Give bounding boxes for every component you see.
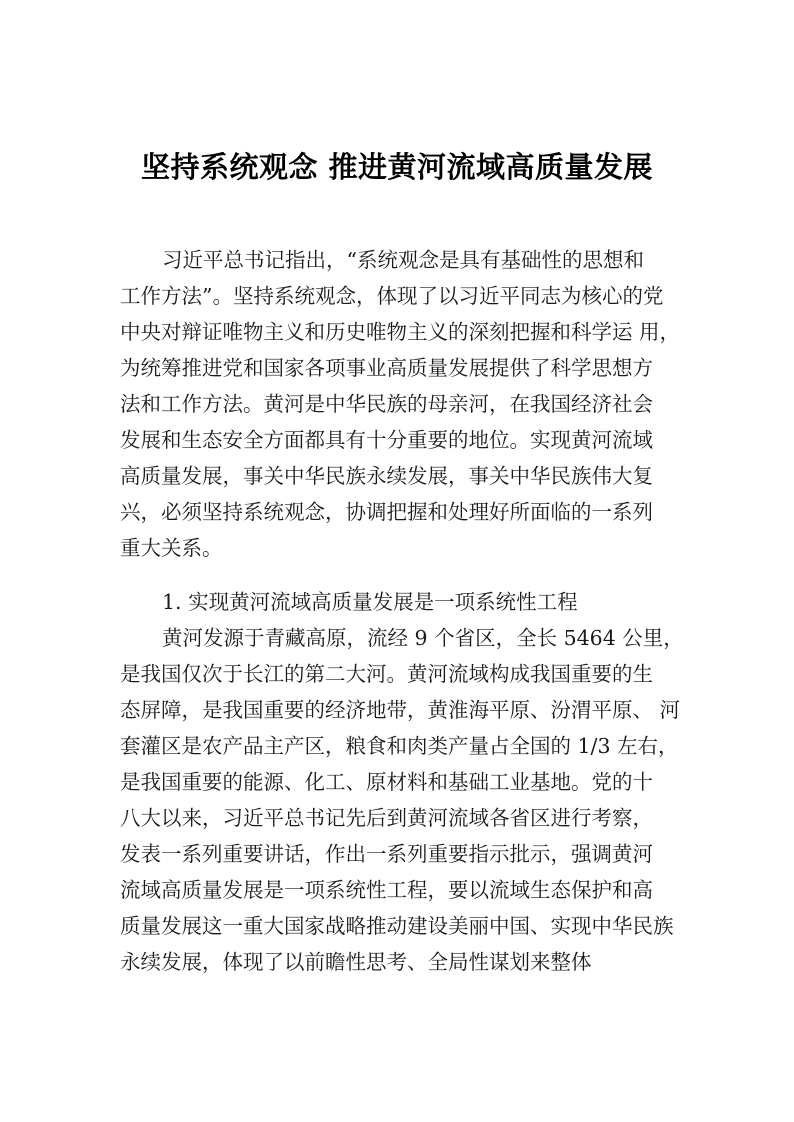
text-line: 发展和生态安全方面都具有十分重要的地位。实现黄河流域 [120, 428, 653, 452]
text-line: 习近平总书记指出，“系统观念是具有基础性的思想和 [162, 248, 644, 272]
text-line: 重大关系。 [120, 536, 223, 560]
text-line: 套灌区是农产品主产区，粮食和肉类产量占全国的 1/3 左右， [120, 734, 679, 758]
text-line: 永续发展，体现了以前瞻性思考、全局性谋划来整体 [120, 950, 592, 974]
text-line: 流域高质量发展是一项系统性工程，要以流域生态保护和高 [120, 878, 653, 902]
text-line: 质量发展这一重大国家战略推动建设美丽中国、实现中华民族 [120, 914, 674, 938]
text-line: 中央对辩证唯物主义和历史唯物主义的深刻把握和科学运 用， [120, 320, 681, 344]
text-line: 态屏障，是我国重要的经济地带，黄淮海平原、汾渭平原、 河 [120, 698, 681, 722]
text-line: 为统筹推进党和国家各项事业高质量发展提供了科学思想方 [120, 356, 653, 380]
text-line: 是我国仅次于长江的第二大河。黄河流域构成我国重要的生 [120, 662, 653, 686]
text-line: 是我国重要的能源、化工、原材料和基础工业基地。党的十 [120, 770, 653, 794]
document-title: 坚持系统观念 推进黄河流域高质量发展 [140, 150, 654, 184]
text-line: 发表一系列重要讲话，作出一系列重要指示批示，强调黄河 [120, 842, 653, 866]
text-line: 工作方法”。坚持系统观念，体现了以习近平同志为核心的党 [120, 284, 664, 308]
text-line: 兴，必须坚持系统观念，协调把握和处理好所面临的一系列 [120, 500, 653, 524]
section-heading: 1. 实现黄河流域高质量发展是一项系统性工程 [162, 590, 578, 614]
text-line: 黄河发源于青藏高原，流经 9 个省区，全长 5464 公里， [162, 626, 684, 650]
text-line: 法和工作方法。黄河是中华民族的母亲河，在我国经济社会 [120, 392, 653, 416]
text-line: 高质量发展，事关中华民族永续发展，事关中华民族伟大复 [120, 464, 653, 488]
text-line: 八大以来，习近平总书记先后到黄河流域各省区进行考察， [120, 806, 653, 830]
